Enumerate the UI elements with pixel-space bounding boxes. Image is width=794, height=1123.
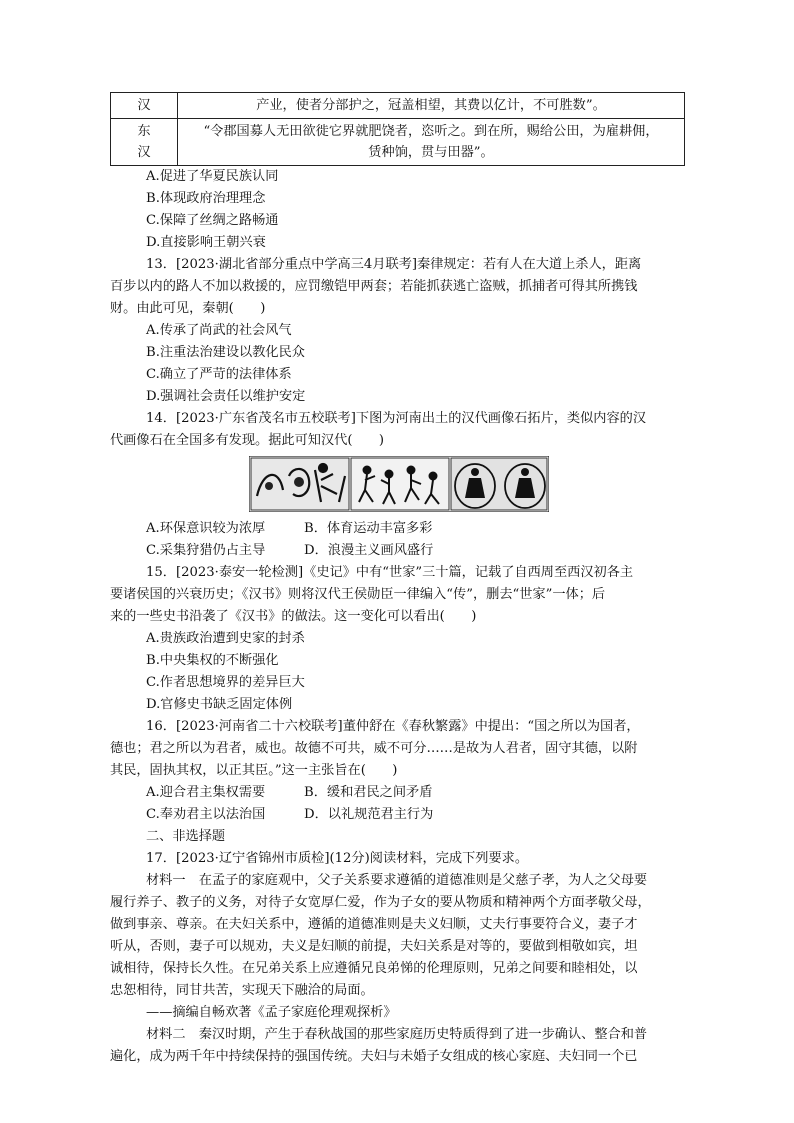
citation: ——摘编自畅欢著《孟子家庭伦理观探析》 (146, 1005, 397, 1020)
option-c: C.采集狩猎仍占主导 (146, 543, 266, 558)
option-a: A.贵族政治遭到史家的封杀 (146, 631, 305, 646)
option-b: B.注重法治建设以教化民众 (146, 345, 305, 360)
text-cell: 产业，使者分部护之，冠盖相望，其费以亿计，不可胜数”。 (178, 93, 685, 119)
text-cell (178, 119, 685, 166)
material-one-line: 诚相待，保持长久性。在兄弟关系上应遵循兄良弟悌的伦理原则，兄弟之间要和睦相处，以 (110, 961, 638, 976)
material-one-line: 做到事亲、尊亲。在夫妇关系中，遵循的道德准则是夫义妇顺，丈夫行事要符合义，妻子才 (110, 917, 638, 932)
rubbing-image (249, 456, 549, 512)
era-char: 汉 (137, 145, 151, 160)
question-17 (110, 848, 688, 1068)
question-16 (110, 716, 688, 826)
option-d: D.强调社会责任以维护安定 (146, 389, 306, 404)
era-cell (111, 119, 178, 166)
material-two-line: 遍化，成为两千年中持续保持的强国传统。夫妇与未婚子女组成的核心家庭、夫妇同一个已 (110, 1049, 638, 1064)
question-text: 其民，固执其权，以正其臣。”这一主张旨在( ) (110, 763, 398, 778)
section-heading: 二、非选择题 (146, 829, 226, 844)
question-text: 财。由此可见，秦朝( ) (110, 301, 266, 316)
question-text: 15．[2023·泰安一轮检测]《史记》中有“世家”三十篇，记载了自西周至西汉初各主 (146, 565, 634, 580)
option-d: D.官修史书缺乏固定体例 (146, 697, 293, 712)
option-d: D．浪漫主义画风盛行 (304, 543, 434, 558)
option-d: D.直接影响王朝兴衰 (146, 235, 266, 250)
option-d: D．以礼规范君主行为 (304, 807, 434, 822)
option-b: B.体现政府治理理念 (146, 191, 266, 206)
table-row (111, 119, 685, 166)
question-15 (110, 562, 688, 716)
document-page (110, 92, 688, 1068)
option-c: C.保障了丝绸之路畅通 (146, 213, 279, 228)
stone-rubbing-figure (110, 456, 688, 512)
q12-options (110, 166, 688, 254)
question-13 (110, 254, 688, 408)
option-a: A.传承了尚武的社会风气 (146, 323, 292, 338)
question-text: 要诸侯国的兴衰历史；《汉书》则将汉代王侯勋臣一律编入“传”，删去“世家”一体；后 (110, 587, 606, 602)
era-char: 东 (137, 124, 151, 139)
option-c: C.确立了严苛的法律体系 (146, 367, 292, 382)
question-text: 14．[2023·广东省茂名市五校联考]下图为河南出土的汉代画像石拓片，类似内容的汉 (146, 411, 647, 426)
options-row (110, 782, 688, 804)
material-one-line: 材料一 在孟子的家庭观中，父子关系要求遵循的道德准则是父慈子孝，为人之父母要 (146, 873, 648, 888)
option-b: B.中央集权的不断强化 (146, 653, 279, 668)
option-c: C.奉劝君主以法治国 (146, 807, 266, 822)
material-two-line: 材料二 秦汉时期，产生于春秋战国的那些家庭历史特质得到了进一步确认、整合和普 (146, 1027, 648, 1042)
question-text: 代画像石在全国多有发现。据此可知汉代( ) (110, 433, 385, 448)
table-row (111, 93, 685, 119)
question-14 (110, 408, 688, 562)
question-text: 17．[2023·辽宁省锦州市质检](12分)阅读材料，完成下列要求。 (146, 851, 529, 866)
option-b: B．缓和君民之间矛盾 (304, 785, 433, 800)
question-text: 来的一些史书沿袭了《汉书》的做法。这一变化可以看出( ) (110, 609, 477, 624)
question-text: 百步以内的路人不加以救援的，应罚缴铠甲两套；若能抓获逃亡盗贼，抓捕者可得其所携钱 (110, 279, 638, 294)
option-b: B．体育运动丰富多彩 (304, 521, 433, 536)
options-row (110, 540, 688, 562)
option-c: C.作者思想境界的差异巨大 (146, 675, 305, 690)
question-text: 13．[2023·湖北省部分重点中学高三4月联考]秦律规定：若有人在大道上杀人，距离 (146, 257, 642, 272)
era-cell: 汉 (111, 93, 178, 119)
text-line: 赁种饷，贯与田器”。 (368, 145, 494, 160)
source-table (110, 92, 685, 166)
options-row (110, 518, 688, 540)
option-a: A.迎合君主集权需要 (146, 785, 266, 800)
material-one-line: 履行养子、教子的义务，对待子女宽厚仁爱，作为子女的要从物质和精神两个方面孝敬父母， (110, 895, 651, 910)
option-a: A.促进了华夏民族认同 (146, 169, 279, 184)
question-text: 16．[2023·河南省二十六校联考]董仲舒在《春秋繁露》中提出：“国之所以为国者， (146, 719, 640, 734)
material-one-line: 听从，否则，妻子可以规劝，夫义是妇顺的前提，夫妇关系是对等的，要做到相敬如宾，坦 (110, 939, 638, 954)
options-row (110, 804, 688, 826)
question-text: 德也；君之所以为君者，威也。故德不可共，威不可分……是故为人君者，固守其德，以附 (110, 741, 638, 756)
option-a: A.环保意识较为浓厚 (146, 521, 266, 536)
material-one-line: 忠恕相待，同甘共苦，实现天下融洽的局面。 (110, 983, 374, 998)
text-line: “令郡国募人无田欲徙它界就肥饶者，恣听之。到在所，赐给公田，为雇耕佣， (203, 124, 659, 139)
